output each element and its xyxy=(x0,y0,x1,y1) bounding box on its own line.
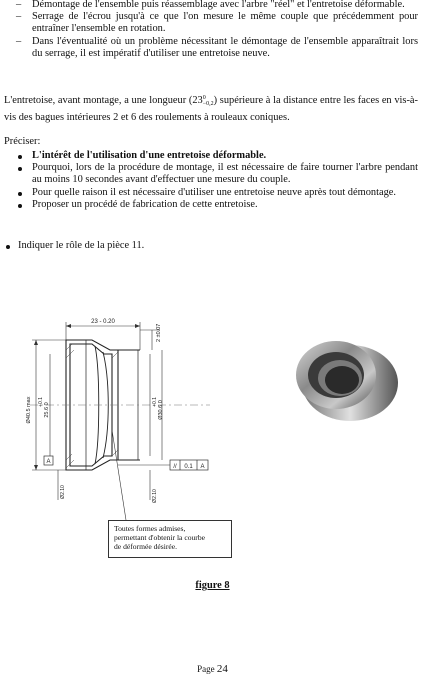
svg-text:A: A xyxy=(200,464,205,470)
spacer-3d-render xyxy=(282,325,412,435)
list-item: Proposer un procédé de fabrication de cette entretoise. xyxy=(6,199,418,211)
list-item: Pour quelle raison il est nécessaire d'utiliser une entretoise neuve après tout démontage. xyxy=(6,187,418,199)
dim-right-tol-label: +0.1 xyxy=(152,397,158,407)
bullet-icon xyxy=(18,192,22,196)
dim-bottom-right-label: Ø2.10 xyxy=(152,489,158,503)
spacer-length-paragraph: L'entretoise, avant montage, a une longueur (23 0 −0,2 ) supérieure à la distance entre les faces en vis-à-vis des bagues intérieures 2 et 6 des roulements à rouleaux coniques. xyxy=(4,94,418,123)
preciser-label: Préciser: xyxy=(4,136,41,147)
list-item: Indiquer le rôle de la pièce 11. xyxy=(6,240,418,252)
figure-caption: figure 8 xyxy=(195,580,230,591)
dim-top-label: 23 - 0.20 xyxy=(91,319,115,325)
feature-control-frame xyxy=(170,460,208,470)
dim-right-label: Ø30.6 0 xyxy=(158,400,164,420)
indiquer-list xyxy=(6,240,418,252)
dim-bottom-left-label: Ø2.10 xyxy=(60,485,66,499)
list-item: – Dans l'éventualité où un problème nécessitant le démontage de l'ensemble apparaîtrait lors du serrage, il est impératif d'utiliser une entretoise neuve. xyxy=(16,35,418,59)
tolerance: 0 −0,2 xyxy=(202,94,214,107)
dim-left-label: 25.6 0 xyxy=(44,402,50,418)
questions-list xyxy=(6,150,418,211)
bullet-icon xyxy=(6,245,10,249)
list-item: – Serrage de l'écrou jusqu'à ce que l'on mesure le même couple que précédemment pour entraîner l'ensemble en rotation. xyxy=(16,11,418,35)
note-box: Toutes formes admises, permettant d'obtenir la courbe de déformée désirée. xyxy=(108,520,232,558)
svg-text:0.1: 0.1 xyxy=(184,464,193,470)
page-number: Page 24 xyxy=(197,663,228,675)
dim-left-tol-label: +0.1 xyxy=(38,397,44,407)
list-item: – Démontage de l'ensemble puis réassemblage avec l'arbre "réel" et l'entretoise déformable. xyxy=(16,0,405,10)
bullet-icon xyxy=(18,155,22,159)
list-item: Pourquoi, lors de la procédure de montage, il est nécessaire de faire tourner l'arbre pendant au moins 10 secondes avant d'effectuer une mesure du couple. xyxy=(6,162,418,186)
dim-left-big-label: Ø40.5 max xyxy=(26,396,32,424)
datum-label: A xyxy=(46,459,51,465)
procedure-steps-list xyxy=(6,0,418,60)
spacer-technical-drawing xyxy=(0,310,240,520)
svg-text://: // xyxy=(173,464,177,470)
list-item: L'intérêt de l'utilisation d'une entretoise déformable. xyxy=(6,150,418,162)
dim-right-top-label: 2 ±0.07 xyxy=(156,323,162,342)
bullet-icon xyxy=(18,167,22,171)
bullet-icon xyxy=(18,204,22,208)
